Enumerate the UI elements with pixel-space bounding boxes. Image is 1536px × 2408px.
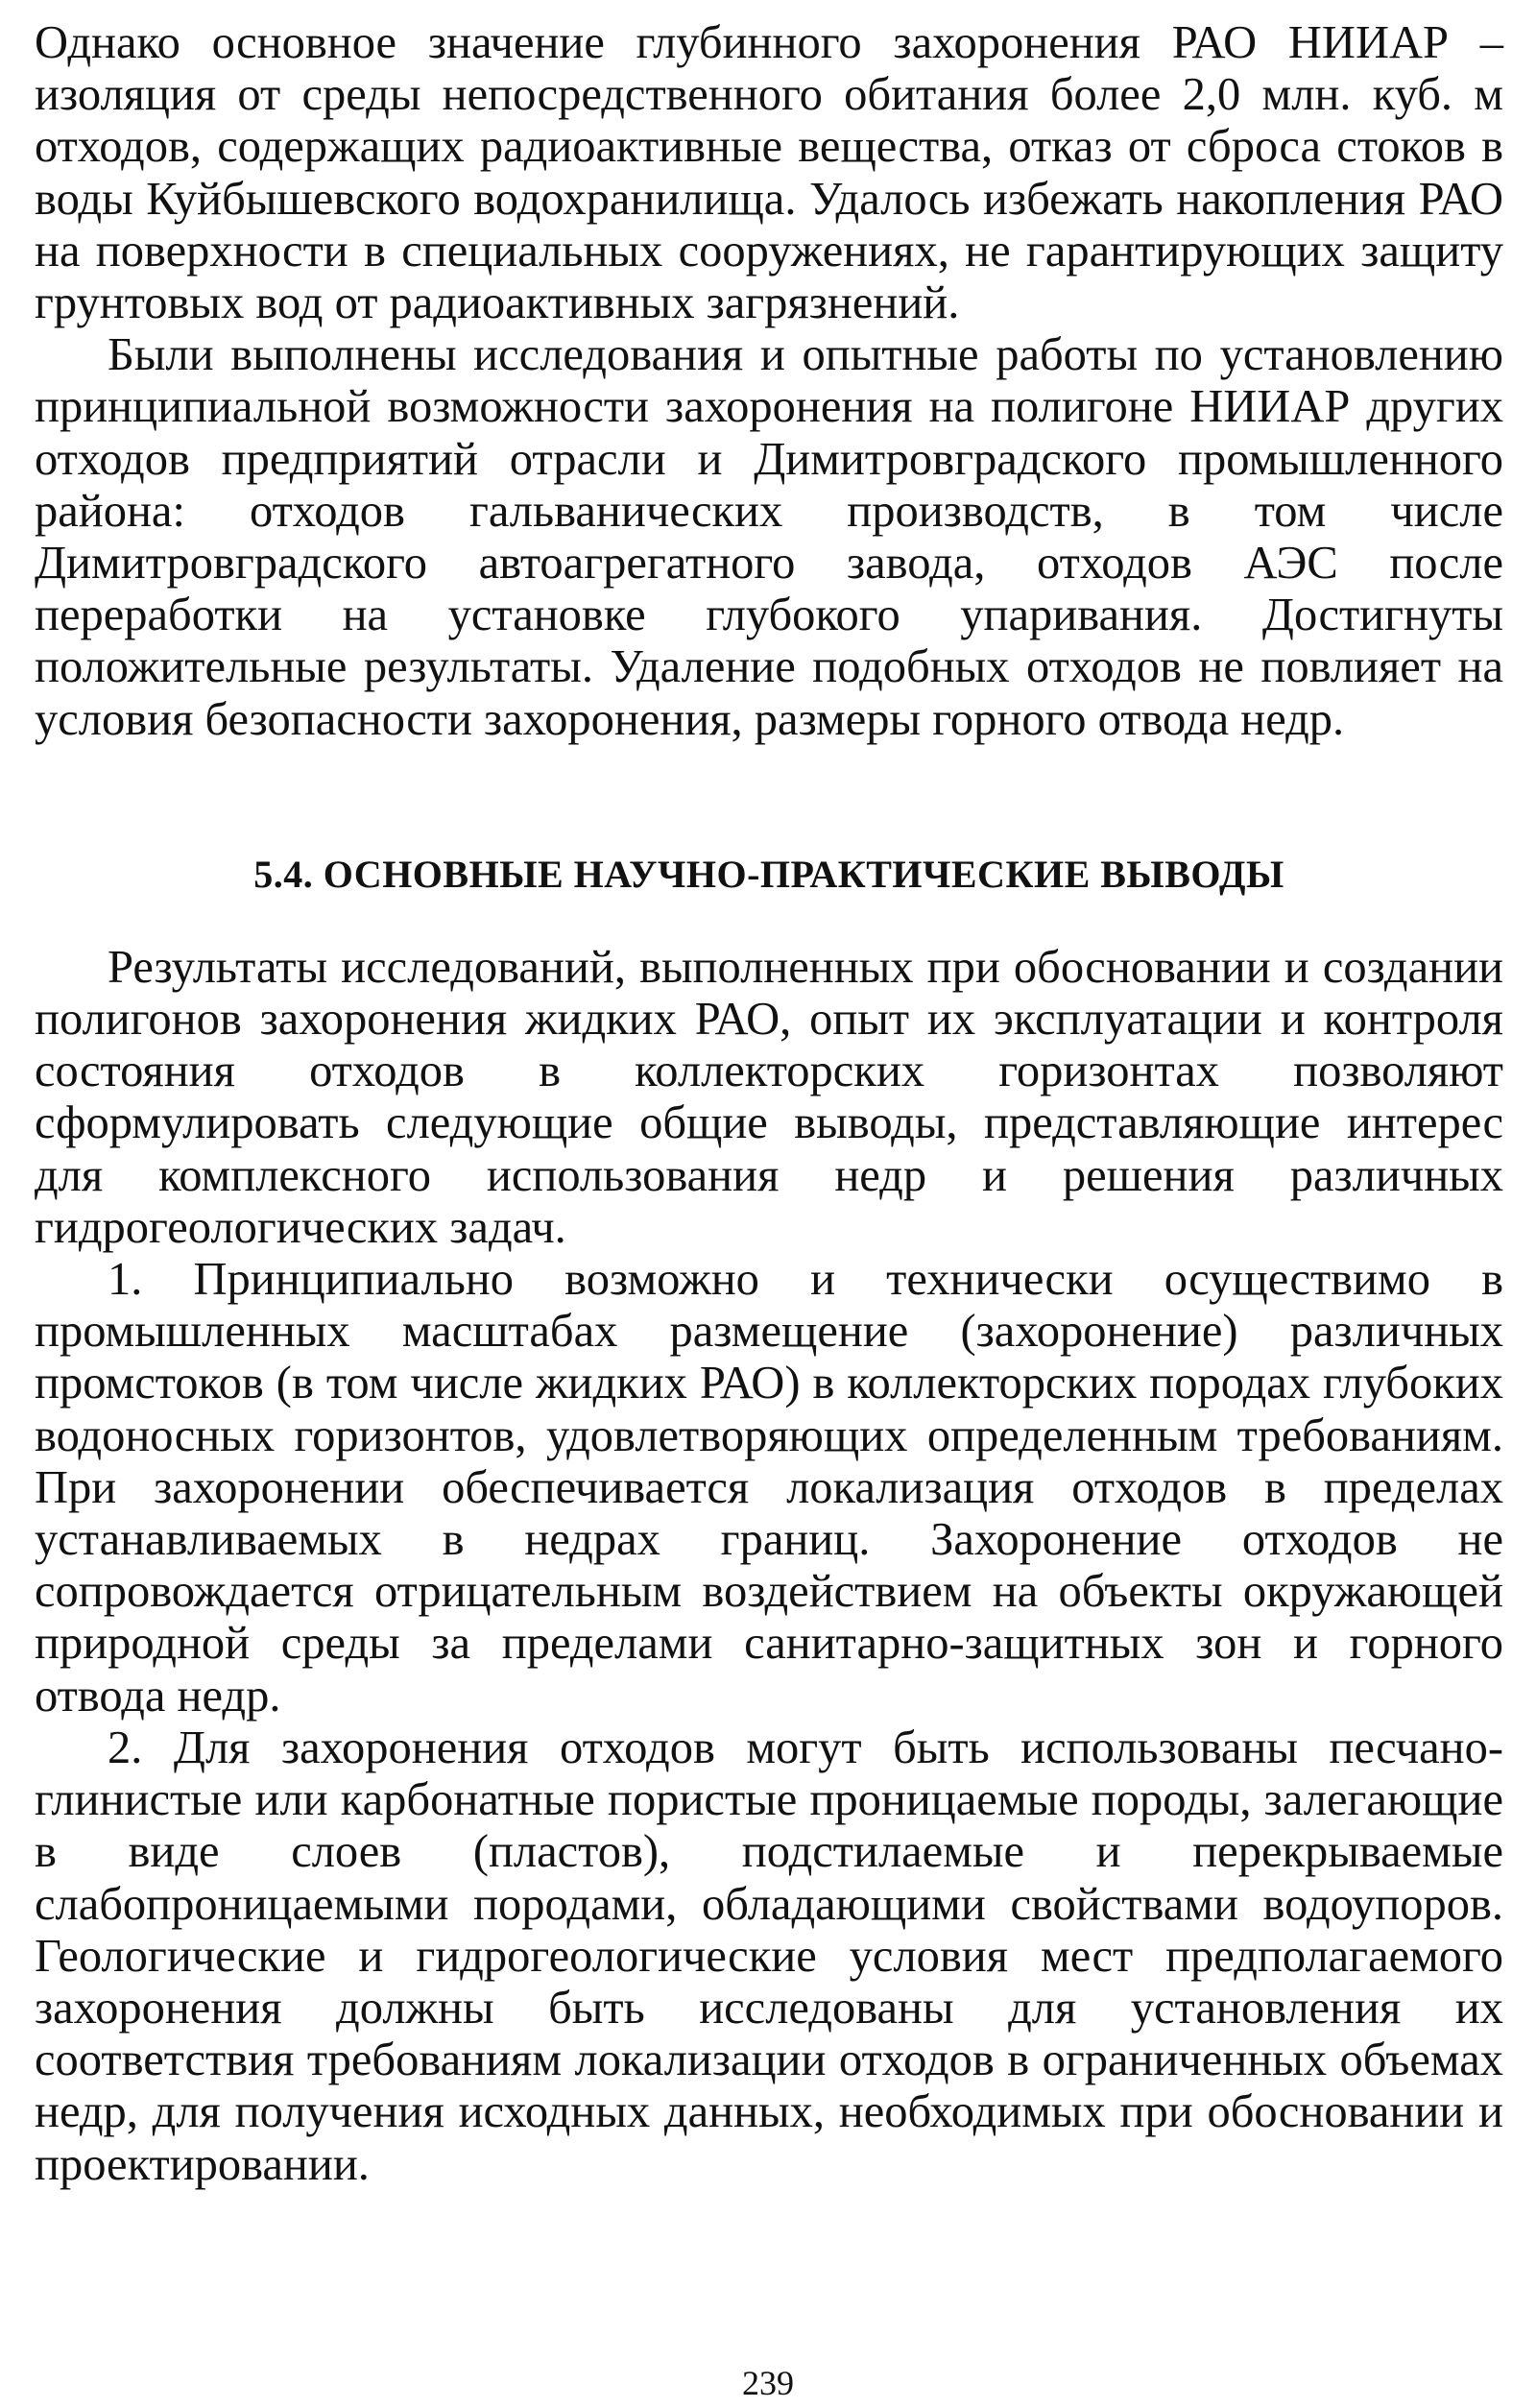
- page-body: [35, 17, 1503, 2191]
- paragraph-conclusion-1: 1. Принципиально возможно и технически осуществимо в промышленных масштабах размещение (захоронение) различных промстоков (в том числе жидких РАО) в коллекторских породах глубоких водоносных горизонтов, удовлетворяющих определенным требованиям. При захоронении обеспечивается локализация отходов в пределах устанавливаемых в недрах границ. Захоронение отходов не сопровождается отрицательным воздействием на объекты окружающей природной среды за пределами санитарно-защитных зон и горного отвода недр.: [35, 1254, 1503, 1722]
- paragraph-research-other-waste: Были выполнены исследования и опытные работы по установлению принципиальной возможности захоронения на полигоне НИИАР других отходов предприятий отрасли и Димитровградского промышленного района: отходов гальванических производств, в том числе Димитровградского автоагрегатного завода, отходов АЭС после переработки на установке глубокого упаривания. Достигнуты положительные результаты. Удаление подобных отходов не повлияет на условия безопасности захоронения, размеры горного отвода недр.: [35, 329, 1503, 745]
- page-number: 239: [742, 2364, 794, 2402]
- section-heading: 5.4. ОСНОВНЫЕ НАУЧНО-ПРАКТИЧЕСКИЕ ВЫВОДЫ: [253, 852, 1284, 896]
- paragraph-isolation-significance: Однако основное значение глубинного захоронения РАО НИИАР – изоляция от среды непосредственного обитания более 2,0 млн. куб. м отходов, содержащих радиоактивные вещества, отказ от сброса стоков в воды Куйбышевского водохранилища. Удалось избежать накопления РАО на поверхности в специальных сооружениях, не гарантирующих защиту грунтовых вод от радиоактивных загрязнений.: [35, 17, 1503, 329]
- paragraph-research-results: Результаты исследований, выполненных при обосновании и создании полигонов захоронения жидких РАО, опыт их эксплуатации и контроля состояния отходов в коллекторских горизонтах позволяют сформулировать следующие общие выводы, представляющие интерес для комплексного использования недр и решения различных гидрогеологических задач.: [35, 941, 1503, 1253]
- paragraph-conclusion-2: 2. Для захоронения отходов могут быть использованы песчано-глинистые или карбонатные пористые проницаемые породы, залегающие в виде слоев (пластов), подстилаемые и перекрываемые слабопроницаемыми породами, обладающими свойствами водоупоров. Геологические и гидрогеологические условия мест предполагаемого захоронения должны быть исследованы для установления их соответствия требованиям локализации отходов в ограниченных объемах недр, для получения исходных данных, необходимых при обосновании и проектировании.: [35, 1722, 1503, 2190]
